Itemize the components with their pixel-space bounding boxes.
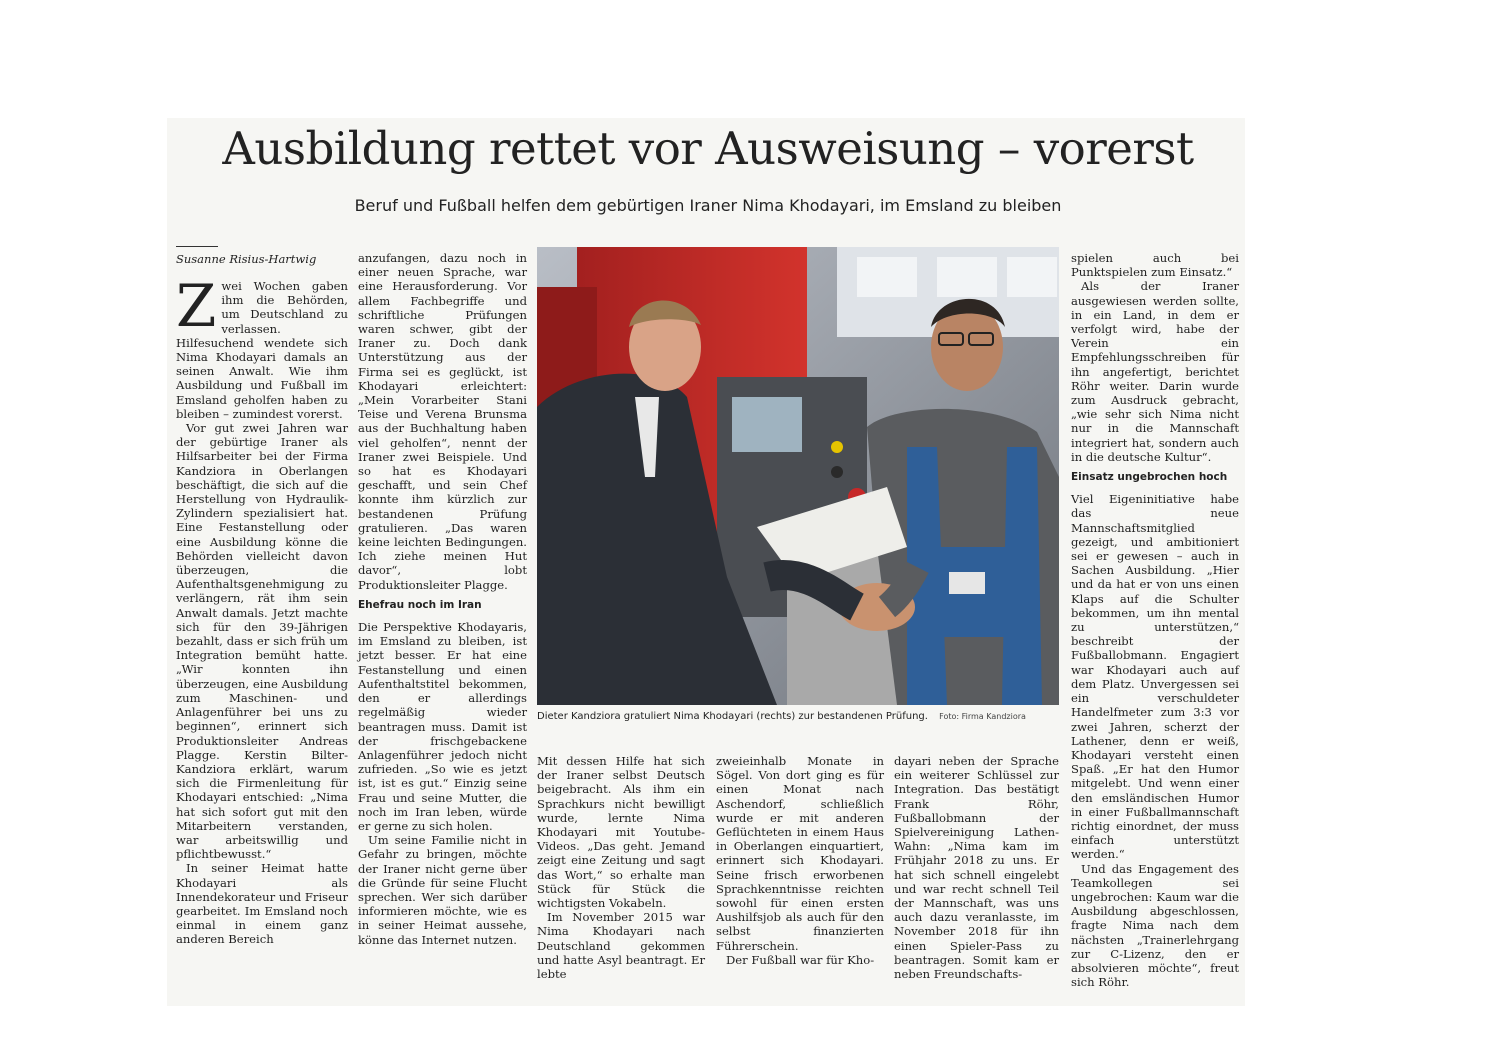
- paragraph: spielen auch bei Punktspielen zum Einsatz.“: [1071, 251, 1239, 280]
- article-column-2: [358, 251, 527, 947]
- photo-credit: Foto: Firma Kandziora: [939, 712, 1026, 721]
- paragraph: In seiner Heimat hatte Khodayari als Innendekorateur und Friseur gearbeitet. Im Emsland noch einmal in einem ganz anderen Bereich: [176, 861, 348, 947]
- paragraph: Um seine Familie nicht in Gefahr zu bringen, möchte der Iraner nicht gerne über die Gründe für seine Flucht sprechen. Wer sich darüber informieren möchte, wie es in seiner Heimat aussehe, könne das Internet nutzen.: [358, 833, 527, 947]
- article-author: Susanne Risius-Hartwig: [176, 252, 317, 266]
- drop-cap: Z: [176, 272, 217, 340]
- article-column-4: [716, 754, 884, 967]
- paragraph: wei Wochen gaben ihm die Behörden, um Deutschland zu verlassen. Hilfesuchend wendete sich Nima Khodayari damals an seinen Anwalt. Wie ihm Ausbildung und Fußball im Emsland geholfen haben zu bleiben – zumindest vorerst.: [176, 279, 348, 421]
- paragraph: zweieinhalb Monate in Sögel. Von dort ging es für einen Monat nach Aschendorf, schließlich wurde er mit anderen Geflüchteten in einem Haus in Oberlangen einquartiert, erinnert sich Khodayari. Seine frisch erworbenen Sprachkenntnisse reichten sowohl für einen ersten Aushilfsjob als auch für den selbst finanzierten Führerschein.: [716, 754, 884, 953]
- paragraph: anzufangen, dazu noch in einer neuen Sprache, war eine Herausforderung. Vor allem Fachbegriffe und schriftliche Prüfungen waren schwer, gibt der Iraner zu. Doch dank Unterstützung aus der Firma sei es geglückt, ist Khodayari erleichtert: „Mein Vorarbeiter Stani Teise und Verena Brunsma aus der Buchhaltung haben viel geholfen“, nennt der Iraner zwei Beispiele. Und so hat es Khodayari geschafft, und sein Chef konnte ihm kürzlich zur bestandenen Prüfung gratulieren. „Das waren keine leichten Bedingungen. Ich ziehe meinen Hut davor“, lobt Produktionsleiter Plagge.: [358, 251, 527, 592]
- article-column-5: [894, 754, 1059, 981]
- paragraph: Mit dessen Hilfe hat sich der Iraner selbst Deutsch beigebracht. Als ihm ein Sprachkurs nicht bewilligt wurde, lernte Nima Khodayari mit Youtube-Videos. „Das geht. Jemand zeigt eine Zeitung und sagt das Wort,“ so erhalte man Stück für Stück die wichtigsten Vokabeln.: [537, 754, 705, 911]
- article-headline: Ausbildung rettet vor Ausweisung – vorerst: [222, 122, 1194, 175]
- byline-rule: [176, 246, 218, 247]
- paragraph: Als der Iraner ausgewiesen werden sollte, in ein Land, in dem er verfolgt wird, habe der Verein ein Empfehlungsschreiben für ihn angefertigt, berichtet Röhr weiter. Darin wurde zum Ausdruck gebracht, „wie sehr sich Nima nicht nur in die Mannschaft integriert hat, sondern auch in die deutsche Kultur“.: [1071, 279, 1239, 464]
- paragraph: Vor gut zwei Jahren war der gebürtige Iraner als Hilfsarbeiter bei der Firma Kandziora in Oberlangen beschäftigt, die sich auf die Herstellung von Hydraulik-Zylindern spezialisiert hat. Eine Festanstellung oder eine Ausbildung könne die Behörden vielleicht davon überzeugen, die Aufenthaltsgenehmigung zu verlängern, rät ihm sein Anwalt damals. Jetzt machte sich für den 39-Jährigen bezahlt, dass er sich früh um Integration bemüht hatte. „Wir konnten ihn überzeugen, eine Ausbildung zum Maschinen- und Anlagenführer bei uns zu beginnen“, erinnert sich Produktionsleiter Andreas Plagge. Kerstin Bilter-Kandziora erklärt, warum sich die Firmenleitung für Khodayari entschied: „Nima hat sich sofort gut mit den Mitarbeitern verstanden, war arbeitswillig und pflichtbewusst.“: [176, 421, 348, 862]
- article-subheadline: Beruf und Fußball helfen dem gebürtigen Iraner Nima Khodayari, im Emsland zu bleiben: [354, 196, 1062, 215]
- caption-text: Dieter Kandziora gratuliert Nima Khodayari (rechts) zur bestandenen Prüfung.: [537, 711, 928, 722]
- article-column-6: [1071, 251, 1239, 989]
- paragraph: Im November 2015 war Nima Khodayari nach Deutschland gekommen und hatte Asyl beantragt. Er lebte: [537, 910, 705, 982]
- paragraph: Viel Eigeninitiative habe das neue Mannschaftsmitglied gezeigt, und ambitioniert sei er gewesen – auch in Sachen Ausbildung. „Hier und da hat er von uns einen Klaps auf die Schulter bekommen, um ihn mental zu unterstützen,“ beschreibt der Fußballobmann. Engagiert war Khodayari auch auf dem Platz. Unvergessen sei ein verschuldeter Handelfmeter zum 3:3 vor zwei Jahren, scherzt der Lathener, denn er weiß, Khodayari versteht einen Spaß. „Er hat den Humor mitgelebt. Und wenn einer den emsländischen Humor in einer Fußballmannschaft richtig einordnet, der muss einfach unterstützt werden.“: [1071, 492, 1239, 862]
- article-column-1: [176, 272, 348, 947]
- section-heading: Ehefrau noch im Iran: [358, 598, 482, 611]
- paragraph: Und das Engagement des Teamkollegen sei ungebrochen: Kaum war die Ausbildung abgeschlossen, fragte Nima nach dem nächsten „Trainerlehrgang zur C-Lizenz, den er absolvieren möchte“, freut sich Röhr.: [1071, 861, 1239, 990]
- article-photo: [537, 247, 1059, 705]
- paragraph: Die Perspektive Khodayaris, im Emsland zu bleiben, ist jetzt besser. Er hat eine Festanstellung und einen Aufenthaltstitel bekommen, den er allerdings regelmäßig wieder beantragen muss. Damit ist der frischgebackene Anlagenführer jedoch nicht zufrieden. „So wie es jetzt ist, ist es gut.“ Einzig seine Frau und seine Mutter, die noch im Iran leben, würde er gerne zu sich holen.: [358, 620, 527, 833]
- photo-caption: [537, 711, 1059, 722]
- section-heading: Einsatz ungebrochen hoch: [1071, 471, 1228, 484]
- paragraph: dayari neben der Sprache ein weiterer Schlüssel zur Integration. Das bestätigt Frank Röhr, Fußballobmann der Spielvereinigung Lathen-Wahn: „Nima kam im Frühjahr 2018 zu uns. Er hat sich schnell eingelebt und war recht schnell Teil der Mannschaft, was uns auch dazu veranlasste, im November 2018 für ihn einen Spieler-Pass zu beantragen. Somit kam er neben Freundschafts-: [894, 754, 1059, 982]
- article-column-3: [537, 754, 705, 981]
- paragraph: Der Fußball war für Kho-: [726, 952, 875, 967]
